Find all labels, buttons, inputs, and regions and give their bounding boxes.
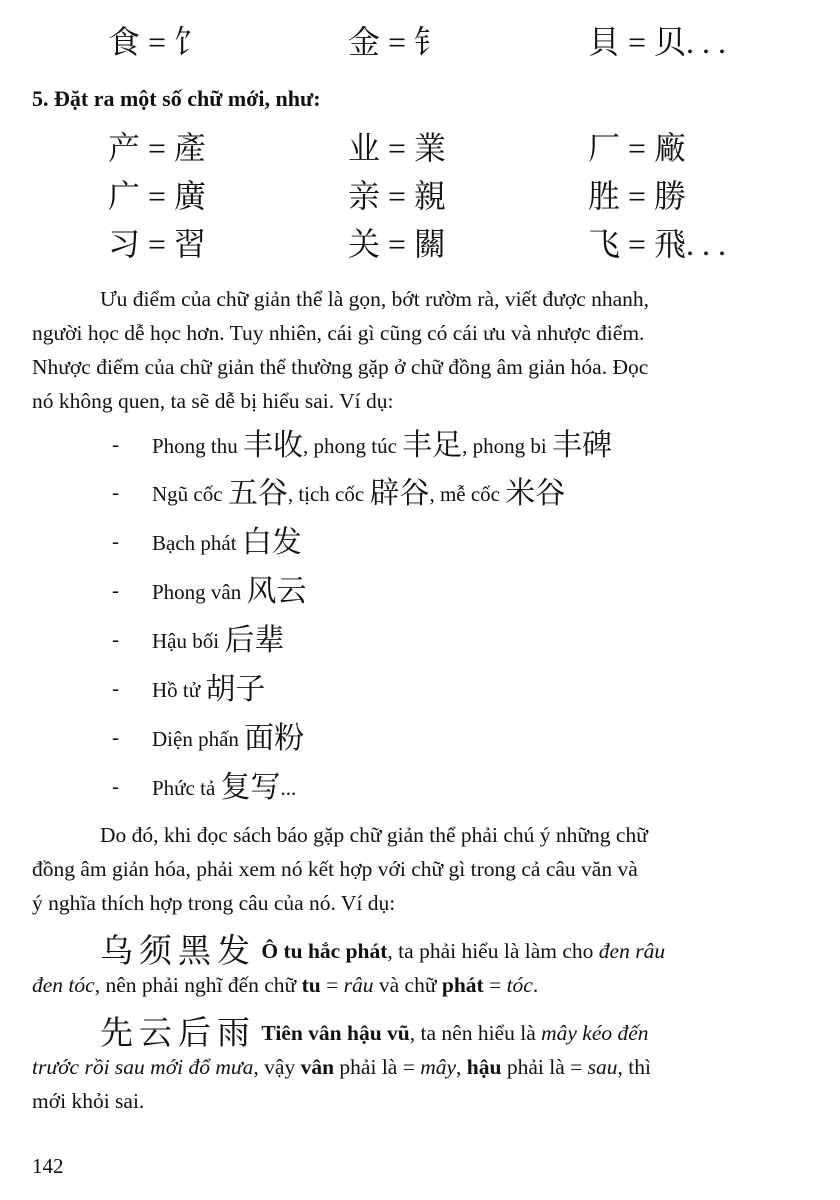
list-dash: - (112, 480, 119, 504)
cjk-word: 丰足 (402, 428, 463, 463)
text-line: mới khỏi sai. (32, 1089, 145, 1113)
bold-term: Ô tu hắc phát (261, 939, 388, 963)
cjk-word: 辟谷 (369, 476, 430, 511)
list-dash: - (112, 432, 119, 456)
text-run: và chữ (373, 973, 442, 997)
term-text: Phức tả (152, 776, 221, 800)
list-dash: - (112, 529, 119, 553)
italic-term: sau (587, 1055, 618, 1079)
list-dash: - (112, 578, 119, 602)
term-text: , tịch cốc (287, 482, 370, 506)
cjk-word: 风云 (246, 574, 307, 609)
text-line: người học dễ học hơn. Tuy nhiên, cái gì cũng có cái ưu và nhược điểm. (32, 321, 645, 345)
italic-term: mây (420, 1055, 457, 1079)
italic-term: đen tóc (32, 973, 95, 997)
bold-term: phát (441, 973, 484, 997)
cjk-phrase: 先云后雨 (100, 1013, 256, 1052)
char-pair: 貝 = 贝. . . (588, 24, 727, 60)
list-item (0, 523, 840, 571)
text-run: , (456, 1055, 467, 1079)
top-row (0, 22, 840, 72)
cjk-word: 后辈 (224, 623, 285, 658)
list-dash: - (112, 676, 119, 700)
char-pair: 亲 = 親 (348, 178, 447, 214)
term-text: Phong vân (152, 580, 247, 604)
italic-term: mây kéo đến (541, 1021, 649, 1045)
text-run: , ta nên hiểu là (409, 1021, 542, 1045)
text-run: . (532, 973, 539, 997)
text-line: nó không quen, ta sẽ dễ bị hiểu sai. Ví dụ: (32, 389, 394, 413)
cjk-word: 丰收 (243, 428, 304, 463)
cjk-word: 丰碑 (552, 428, 613, 463)
list-dash: - (112, 725, 119, 749)
italic-term: tóc (506, 973, 533, 997)
term-text: , phong túc (303, 434, 403, 458)
bold-term: tu (301, 973, 321, 997)
term-text: Hồ tử (152, 678, 206, 702)
text-run: = (320, 973, 344, 997)
char-row (0, 128, 840, 178)
char-pair: 业 = 業 (348, 130, 447, 166)
term-text: Ngũ cốc (152, 482, 228, 506)
text-line: Ưu điểm của chữ giản thể là gọn, bớt rườm rà, viết được nhanh, (100, 287, 650, 311)
text-run: , thì (617, 1055, 651, 1079)
text-run: , ta phải hiểu là làm cho (387, 939, 599, 963)
char-pair: 厂 = 廠 (588, 130, 687, 166)
list-item (0, 426, 840, 474)
term-text: ... (280, 776, 297, 800)
example-two (32, 1013, 812, 1118)
text-run: = (483, 973, 507, 997)
term-text: Bạch phát (152, 531, 242, 555)
list-dash: - (112, 627, 119, 651)
term-text: Phong thu (152, 434, 244, 458)
text-run: phải là = (501, 1055, 588, 1079)
char-pair: 食 = 饣 (108, 24, 207, 60)
text-line: ý nghĩa thích hợp trong câu của nó. Ví dụ: (32, 891, 396, 915)
cjk-phrase: 乌须黑发 (100, 931, 256, 970)
paragraph-caution (32, 818, 812, 920)
list-item (0, 670, 840, 718)
cjk-word: 面粉 (244, 721, 305, 756)
list-item (0, 621, 840, 669)
cjk-word: 复写 (220, 770, 281, 805)
list-item (0, 768, 840, 816)
italic-term: trước rồi sau mới đổ mưa (32, 1055, 254, 1079)
list-item (0, 719, 840, 767)
char-pair: 关 = 關 (348, 226, 447, 262)
text-run: , vậy (253, 1055, 301, 1079)
char-pair: 产 = 產 (108, 130, 207, 166)
text-line: Do đó, khi đọc sách báo gặp chữ giản thể phải chú ý những chữ (100, 823, 648, 847)
char-row (0, 176, 840, 226)
term-text: Diện phấn (152, 727, 245, 751)
text-run: phải là = (334, 1055, 421, 1079)
char-pair: 飞 = 飛. . . (588, 226, 727, 262)
cjk-word: 白发 (241, 525, 302, 560)
char-pair: 广 = 廣 (108, 178, 207, 214)
list-item (0, 572, 840, 620)
page-number: 142 (32, 1154, 64, 1178)
text-run: , nên phải nghĩ đến chữ (94, 973, 302, 997)
bold-term: hậu (466, 1055, 502, 1079)
italic-term: đen râu (598, 939, 666, 963)
list-item (0, 474, 840, 522)
cjk-word: 五谷 (227, 476, 288, 511)
term-text: , phong bi (462, 434, 553, 458)
list-dash: - (112, 774, 119, 798)
section-heading: 5. Đặt ra một số chữ mới, như: (32, 86, 321, 111)
bold-term: Tiên vân hậu vũ (261, 1021, 410, 1045)
italic-term: râu (343, 973, 374, 997)
example-one (32, 931, 812, 1002)
bold-term: vân (300, 1055, 335, 1079)
paragraph-advantages (32, 282, 812, 418)
cjk-word: 胡子 (205, 672, 266, 707)
char-pair: 胜 = 勝 (588, 178, 687, 214)
term-text: , mễ cốc (429, 482, 506, 506)
char-pair: 习 = 習 (108, 226, 207, 262)
char-row (0, 224, 840, 274)
text-line: đồng âm giản hóa, phải xem nó kết hợp với chữ gì trong cả câu văn và (32, 857, 638, 881)
text-line: Nhược điểm của chữ giản thể thường gặp ở chữ đồng âm giản hóa. Đọc (32, 355, 649, 379)
char-pair: 金 = 钅 (348, 24, 447, 60)
term-text: Hậu bối (152, 629, 225, 653)
cjk-word: 米谷 (505, 476, 566, 511)
